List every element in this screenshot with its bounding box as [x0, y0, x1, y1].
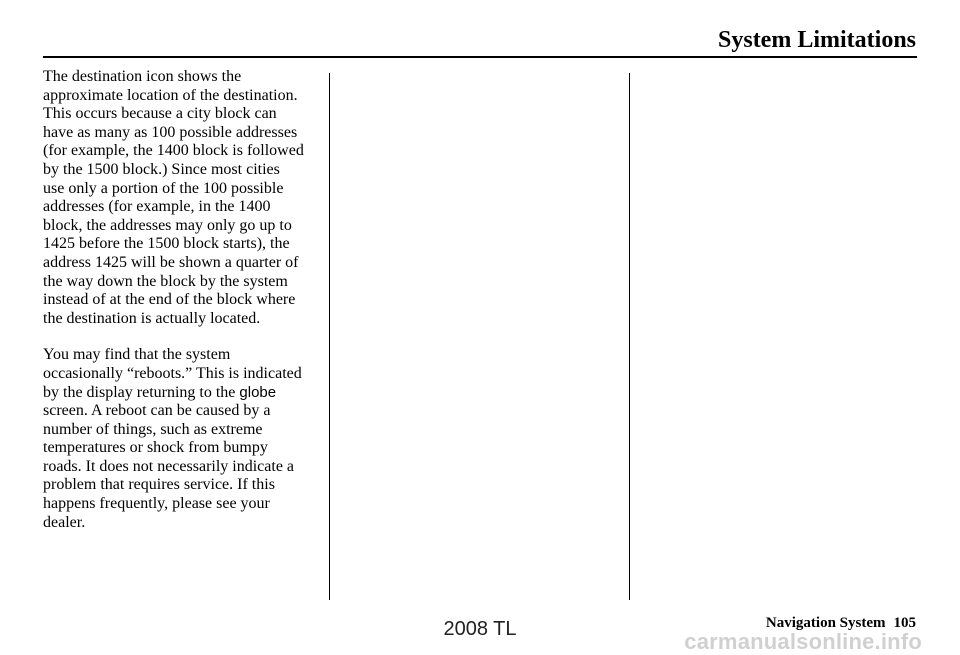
page-number: 105 — [893, 615, 916, 631]
header-rule — [43, 56, 917, 58]
body-column — [43, 68, 333, 550]
model-watermark: 2008 TL — [443, 618, 517, 640]
column-divider-right — [629, 73, 630, 600]
globe-term: globe — [239, 383, 277, 401]
paragraph-reboots — [43, 346, 333, 532]
paragraph-reboots-part2: screen. A reboot can be caused by a number of things, such as extreme temperatures or shock from bumpy roads. It does not necessarily indicate a problem that requires service. If this happens frequently, please see your dealer. — [43, 402, 295, 531]
paragraph-destination-icon: The destination icon shows the approximate location of the destination. This occurs because a city block can have as many as 100 possible addresses (for example, the 1400 block is followed by the 1500 block.) Since most cities use only a portion of the 100 possible addresses (for example, in the 1400 block, the addresses may only go up to 1425 before the 1500 block starts), the address 1425 will be shown a quarter of the way down the block by the system instead of at the end of the block where the destination is actually located. — [43, 68, 304, 327]
page-title: System Limitations — [718, 27, 916, 53]
footer-section-name: Navigation System — [765, 615, 886, 631]
paragraph-reboots-part1: You may find that the system occasionally “reboots.” This is indicated by the display returning to the — [43, 346, 302, 401]
site-watermark: carmanualsonline.info — [684, 629, 922, 654]
